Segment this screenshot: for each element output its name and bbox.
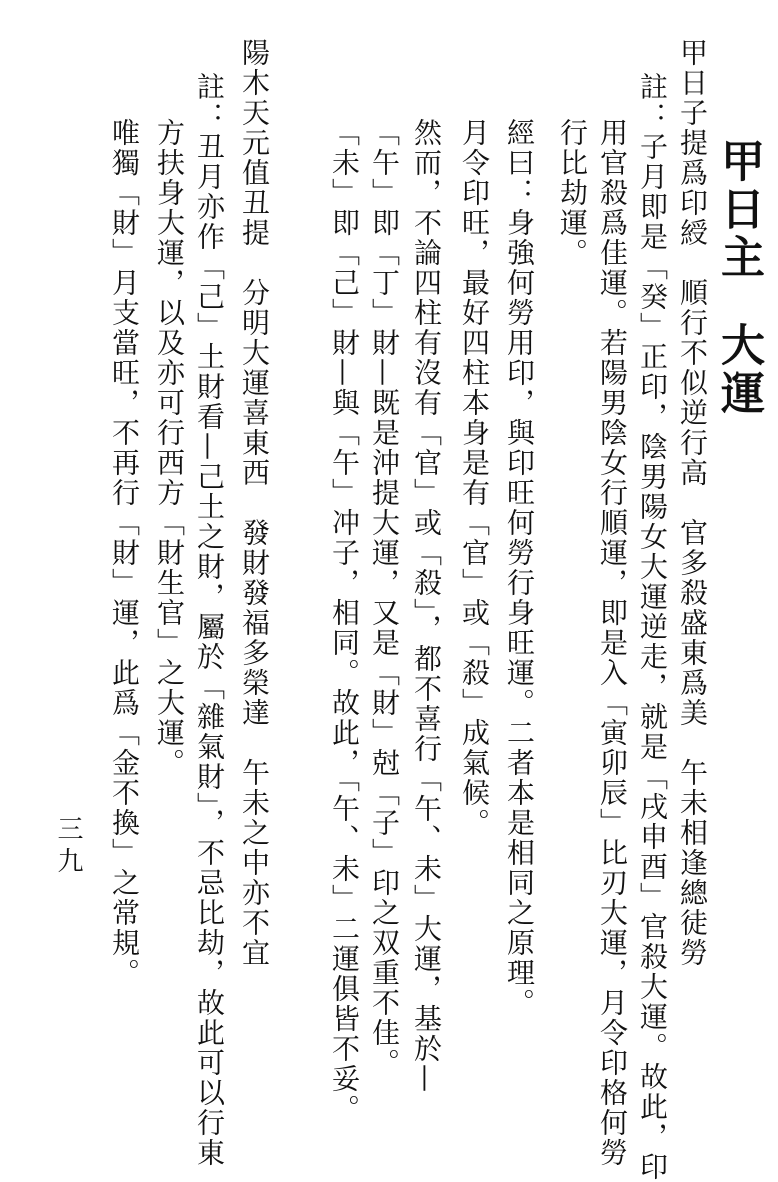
page-number: 三九 bbox=[53, 815, 83, 879]
annotation-line-3: 行比劫運。 bbox=[556, 118, 589, 268]
annotation-line-4: 註：丑月亦作「己」土財看—己土之財，屬於「雜氣財」，不忌比劫，故此可以行東 bbox=[193, 72, 226, 1168]
annotation-line-5: 方扶身大運，以及亦可行西方「財生官」之大運。 bbox=[153, 118, 186, 778]
annotation-line-1: 註：子月即是「癸」正印，陰男陽女大運逆走，就是「戌申酉」官殺大運。故此，印 bbox=[636, 72, 669, 1182]
page-title bbox=[713, 138, 764, 418]
body-line-2: 然而，不論四柱有沒有「官」或「殺」，都不喜行「午、未」大運，基於— bbox=[410, 118, 443, 1094]
annotation-line-6: 唯獨「財」月支當旺，不再行「財」運，此爲「金不換」之常規。 bbox=[108, 118, 141, 988]
classic-quote-line: 經曰：身強何勞用印，與印旺何勞行身旺運。二者本是相同之原理。 bbox=[503, 118, 536, 1018]
verse-line-2: 陽木天元值丑提 分明大運喜東西 發財發福多榮達 午未之中亦不宜 bbox=[238, 38, 271, 968]
body-line-4: 「未」即「己」財—與「午」冲子，相同。故此，「午、未」二運俱皆不妥。 bbox=[328, 118, 361, 1124]
annotation-line-2: 用官殺爲佳運。若陽男陰女行順運，即是入「寅卯辰」比刃大運，月令印格何勞 bbox=[596, 118, 629, 1168]
title-major-luck: 大運 bbox=[713, 322, 764, 418]
verse-line-1: 甲日子提爲印綬 順行不似逆行高 官多殺盛東爲美 午未相逢總徒勞 bbox=[676, 38, 709, 968]
body-line-1: 月令印旺，最好四柱本身是有「官」或「殺」成氣候。 bbox=[458, 118, 491, 838]
body-line-3: 「午」即「丁」財—既是沖提大運，又是「財」尅「子」印之双重不佳。 bbox=[368, 118, 401, 1078]
title-day-master: 甲日主 bbox=[713, 138, 764, 282]
